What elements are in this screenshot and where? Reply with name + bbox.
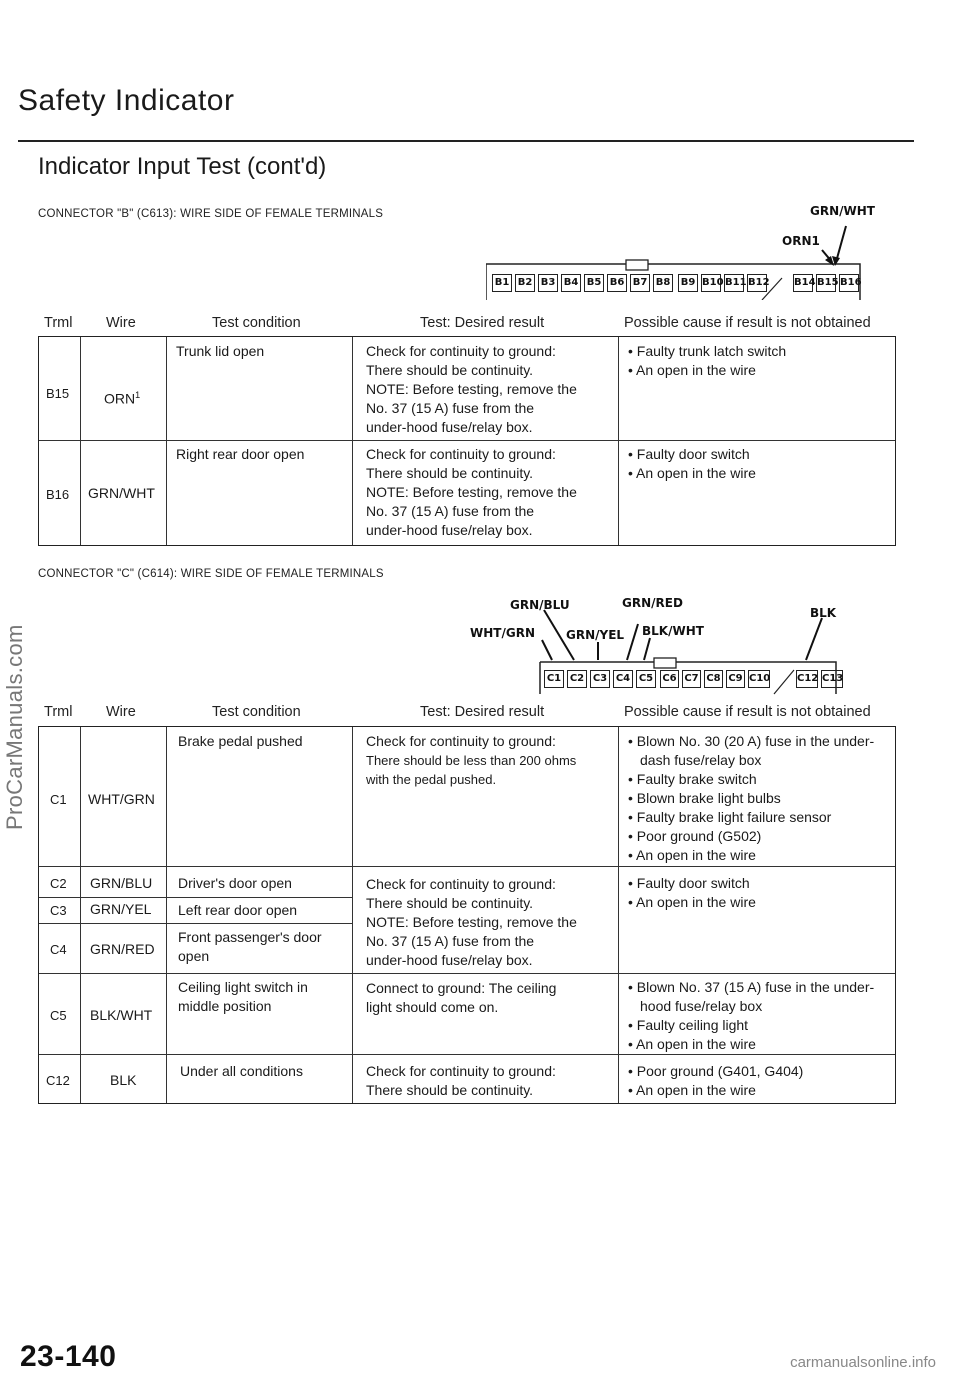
causes-c5 bbox=[628, 978, 890, 1054]
pin: B9 bbox=[678, 274, 698, 292]
row-divider bbox=[39, 897, 353, 898]
callout-blk: BLK bbox=[810, 606, 837, 620]
header-wire: Wire bbox=[106, 704, 136, 720]
causes-doors bbox=[628, 874, 890, 912]
row-divider bbox=[39, 923, 353, 924]
result-c5 bbox=[366, 979, 616, 1017]
callout-grn-yel: GRN/YEL bbox=[566, 628, 625, 642]
result-line: under-hood fuse/relay box. bbox=[366, 419, 533, 435]
col-divider bbox=[618, 727, 619, 1103]
cause-item: • Blown brake light bulbs bbox=[628, 789, 890, 808]
condition-b15: Trunk lid open bbox=[176, 343, 265, 359]
trml-c1: C1 bbox=[50, 792, 67, 807]
pin: B11 bbox=[724, 274, 744, 292]
row-divider bbox=[39, 866, 895, 867]
section-subtitle: Indicator Input Test (cont'd) bbox=[38, 153, 327, 180]
wire-c12: BLK bbox=[110, 1072, 137, 1088]
result-line: There should be less than 200 ohms bbox=[366, 753, 577, 768]
pin-empty bbox=[773, 670, 793, 688]
cause-item: • Poor ground (G401, G404) bbox=[628, 1062, 890, 1081]
result-line: Check for continuity to ground: bbox=[366, 876, 556, 892]
wire-c5: BLK/WHT bbox=[90, 1007, 153, 1023]
connector-c-diagram bbox=[470, 592, 850, 696]
pin: B10 bbox=[701, 274, 721, 292]
col-divider bbox=[352, 337, 353, 545]
header-trml: Trml bbox=[44, 315, 73, 331]
result-line: No. 37 (15 A) fuse from the bbox=[366, 400, 535, 416]
result-line: There should be continuity. bbox=[366, 465, 534, 481]
condition-c1: Brake pedal pushed bbox=[178, 733, 303, 749]
cause-item: • Faulty door switch bbox=[628, 874, 890, 893]
connector-c-pins-left bbox=[544, 670, 656, 688]
header-test-condition: Test condition bbox=[212, 704, 301, 720]
pin: B1 bbox=[492, 274, 512, 292]
condition-c3: Left rear door open bbox=[178, 902, 298, 918]
wire-c2: GRN/BLU bbox=[90, 875, 153, 891]
pin: B3 bbox=[538, 274, 558, 292]
condition-line: Ceiling light switch in bbox=[178, 979, 308, 995]
header-test-condition: Test condition bbox=[212, 315, 301, 331]
cause-item: • An open in the wire bbox=[628, 464, 890, 483]
result-line: Check for continuity to ground: bbox=[366, 343, 556, 359]
cause-item: • An open in the wire bbox=[628, 846, 890, 865]
pin: C2 bbox=[567, 670, 587, 688]
callout-grn-red: GRN/RED bbox=[622, 596, 683, 610]
pin-empty bbox=[770, 274, 790, 292]
pin: B2 bbox=[515, 274, 535, 292]
cause-item: • Faulty trunk latch switch bbox=[628, 342, 890, 361]
pin: C9 bbox=[726, 670, 745, 688]
header-possible-cause: Possible cause if result is not obtained bbox=[624, 704, 871, 720]
callout-wht-grn: WHT/GRN bbox=[470, 626, 535, 640]
condition-c5 bbox=[178, 978, 308, 1016]
cause-item: • An open in the wire bbox=[628, 1035, 890, 1054]
cause-item: • Faulty door switch bbox=[628, 445, 890, 464]
pin: B4 bbox=[561, 274, 581, 292]
page-number: 23-140 bbox=[20, 1340, 117, 1373]
result-line: NOTE: Before testing, remove the bbox=[366, 484, 577, 500]
pin: C12 bbox=[796, 670, 818, 688]
result-line: under-hood fuse/relay box. bbox=[366, 952, 533, 968]
pin: B15 bbox=[816, 274, 836, 292]
row-divider bbox=[39, 973, 895, 974]
pin: B8 bbox=[653, 274, 673, 292]
trml-c12: C12 bbox=[46, 1073, 70, 1088]
wire-c1: WHT/GRN bbox=[88, 791, 155, 807]
condition-c12: Under all conditions bbox=[180, 1063, 303, 1079]
header-trml: Trml bbox=[44, 704, 73, 720]
trml-b15: B15 bbox=[46, 386, 70, 401]
cause-item: • Blown No. 37 (15 A) fuse in the under-hood fuse/relay box bbox=[628, 978, 890, 1016]
result-line: Connect to ground: The ceiling bbox=[366, 980, 557, 996]
header-possible-cause: Possible cause if result is not obtained bbox=[624, 315, 871, 331]
result-c12 bbox=[366, 1062, 616, 1100]
trml-c5: C5 bbox=[50, 1008, 67, 1023]
result-line: No. 37 (15 A) fuse from the bbox=[366, 503, 535, 519]
cause-item: • Blown No. 30 (20 A) fuse in the under-dash fuse/relay box bbox=[628, 732, 890, 770]
pin: C10 bbox=[748, 670, 770, 688]
result-line: NOTE: Before testing, remove the bbox=[366, 914, 577, 930]
result-line: Check for continuity to ground: bbox=[366, 733, 556, 749]
result-line: There should be continuity. bbox=[366, 1082, 534, 1098]
condition-c4 bbox=[178, 928, 322, 966]
pin: C5 bbox=[636, 670, 656, 688]
causes-b16 bbox=[628, 445, 890, 483]
connector-b-pins-right bbox=[678, 274, 862, 292]
pin: C4 bbox=[613, 670, 633, 688]
cause-item: • An open in the wire bbox=[628, 361, 890, 380]
trml-c4: C4 bbox=[50, 942, 67, 957]
pin: B6 bbox=[607, 274, 627, 292]
condition-line: Front passenger's door bbox=[178, 929, 322, 945]
cause-item: • An open in the wire bbox=[628, 893, 890, 912]
cause-item: • Faulty ceiling light bbox=[628, 1016, 890, 1035]
cause-item: • An open in the wire bbox=[628, 1081, 890, 1100]
col-divider bbox=[352, 727, 353, 1103]
connector-b-pins-left bbox=[492, 274, 673, 292]
callout-orn: ORN1 bbox=[782, 234, 820, 248]
result-line: There should be continuity. bbox=[366, 895, 534, 911]
cause-item: • Faulty brake light failure sensor bbox=[628, 808, 890, 827]
callout-grn-blu: GRN/BLU bbox=[510, 598, 570, 612]
result-line: Check for continuity to ground: bbox=[366, 446, 556, 462]
wire-footnote: 1 bbox=[135, 390, 141, 400]
col-divider bbox=[80, 727, 81, 1103]
header-desired-result: Test: Desired result bbox=[420, 315, 545, 331]
col-divider bbox=[80, 337, 81, 545]
causes-c1 bbox=[628, 732, 890, 865]
cause-item: • Poor ground (G502) bbox=[628, 827, 890, 846]
result-line: under-hood fuse/relay box. bbox=[366, 522, 533, 538]
trml-c2: C2 bbox=[50, 876, 67, 891]
result-line: light should come on. bbox=[366, 999, 499, 1015]
pin: C13 bbox=[821, 670, 843, 688]
wire-b15 bbox=[104, 386, 140, 409]
result-line: Check for continuity to ground: bbox=[366, 1063, 556, 1079]
header-desired-result: Test: Desired result bbox=[420, 704, 545, 720]
result-line: No. 37 (15 A) fuse from the bbox=[366, 933, 535, 949]
pin: B12 bbox=[747, 274, 767, 292]
condition-c2: Driver's door open bbox=[178, 875, 292, 891]
pin: B16 bbox=[839, 274, 859, 292]
connector-c-label: CONNECTOR "C" (C614): WIRE SIDE OF FEMALE TERMINALS bbox=[38, 568, 384, 580]
result-doors bbox=[366, 875, 616, 970]
col-divider bbox=[166, 337, 167, 545]
col-divider bbox=[618, 337, 619, 545]
causes-c12 bbox=[628, 1062, 890, 1100]
page-title: Safety Indicator bbox=[18, 84, 235, 117]
result-line: NOTE: Before testing, remove the bbox=[366, 381, 577, 397]
callout-blk-wht: BLK/WHT bbox=[642, 624, 704, 638]
connector-b-label: CONNECTOR "B" (C613): WIRE SIDE OF FEMALE TERMINALS bbox=[38, 208, 384, 220]
result-line: with the pedal pushed. bbox=[366, 772, 497, 787]
result-b15 bbox=[366, 342, 616, 437]
pin: B5 bbox=[584, 274, 604, 292]
footer-site: carmanualsonline.info bbox=[790, 1354, 936, 1371]
pin: C7 bbox=[682, 670, 701, 688]
title-divider bbox=[18, 140, 914, 142]
row-divider bbox=[39, 1054, 895, 1055]
pin: C3 bbox=[590, 670, 610, 688]
wire-c3: GRN/YEL bbox=[90, 901, 152, 917]
pin: C1 bbox=[544, 670, 564, 688]
col-divider bbox=[166, 727, 167, 1103]
trml-c3: C3 bbox=[50, 903, 67, 918]
watermark-text: ProCarManuals.com bbox=[2, 624, 27, 830]
condition-b16: Right rear door open bbox=[176, 446, 305, 462]
pin: C6 bbox=[660, 670, 679, 688]
result-c1 bbox=[366, 732, 616, 789]
condition-line: open bbox=[178, 948, 210, 964]
wire-label: ORN bbox=[104, 390, 136, 407]
callout-grn-wht: GRN/WHT bbox=[810, 204, 875, 218]
header-wire: Wire bbox=[106, 315, 136, 331]
connector-c-pins-right bbox=[660, 670, 843, 688]
wire-b16: GRN/WHT bbox=[88, 485, 155, 501]
trml-b16: B16 bbox=[46, 487, 70, 502]
pin: B14 bbox=[793, 274, 813, 292]
connector-b-diagram bbox=[486, 200, 875, 300]
cause-item: • Faulty brake switch bbox=[628, 770, 890, 789]
result-b16 bbox=[366, 445, 616, 540]
causes-b15 bbox=[628, 342, 890, 380]
pin: B7 bbox=[630, 274, 650, 292]
condition-line: middle position bbox=[178, 998, 272, 1014]
result-line: There should be continuity. bbox=[366, 362, 534, 378]
row-divider bbox=[39, 440, 895, 441]
wire-c4: GRN/RED bbox=[90, 941, 155, 957]
pin: C8 bbox=[704, 670, 723, 688]
